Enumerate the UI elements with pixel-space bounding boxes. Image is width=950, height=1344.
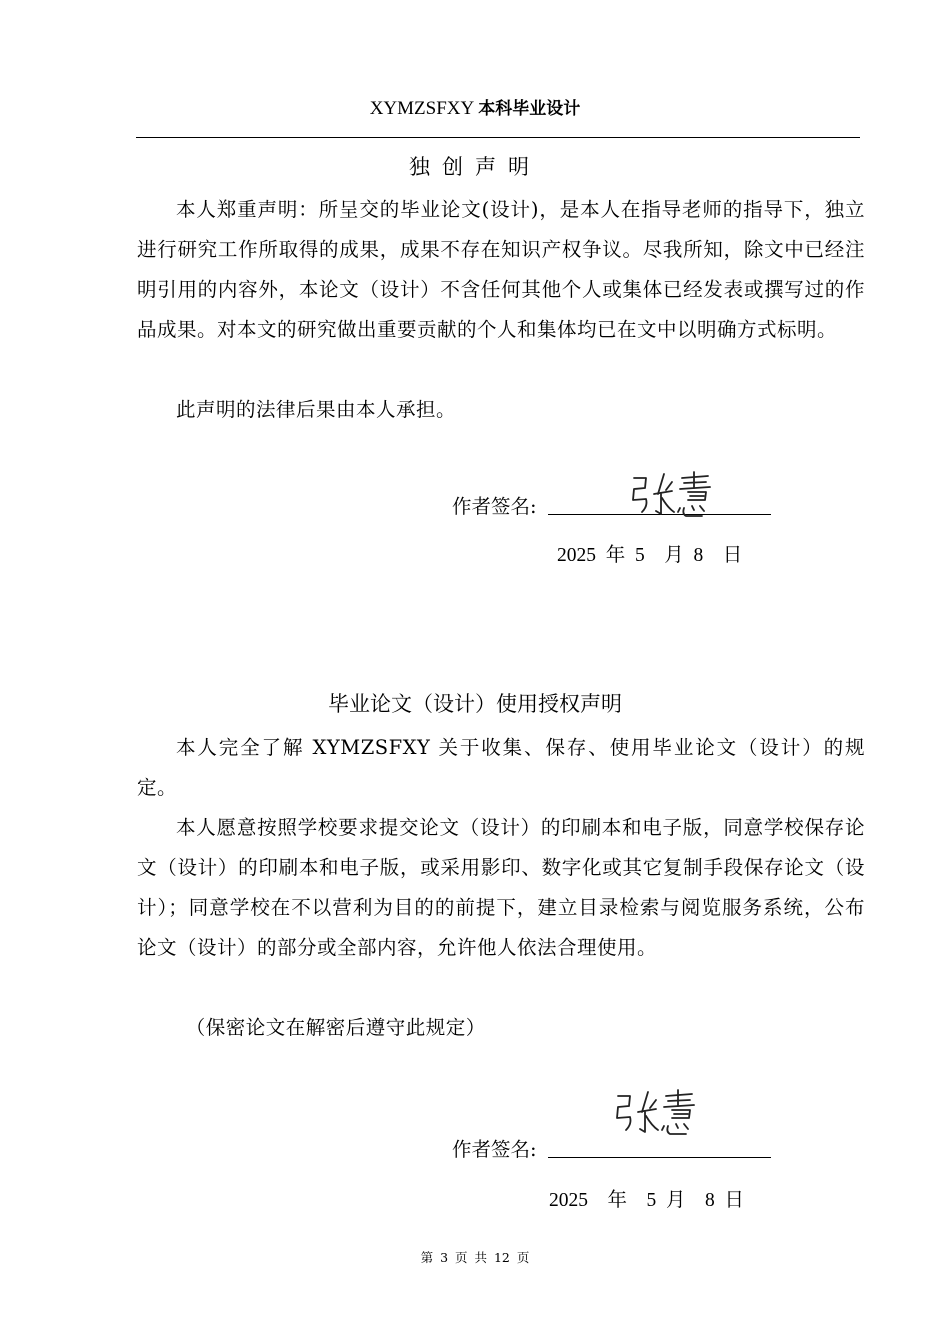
authorization-paragraph-1: 本人完全了解 XYMZSFXY 关于收集、保存、使用毕业论文（设计）的规定。	[137, 736, 865, 799]
originality-paragraph-2: 此声明的法律后果由本人承担。	[176, 398, 457, 421]
authorization-handwritten-signature	[612, 1086, 704, 1142]
authorization-signature-line	[548, 1157, 771, 1158]
originality-paragraph-1: 本人郑重声明：所呈交的毕业论文(设计)，是本人在指导老师的指导下，独立进行研究工作所取得的成果，成果不存在知识产权争议。尽我所知，除文中已经注明引用的内容外，本论文（设计）不含任何其他个人或集体已经发表或撰写过的作品成果。对本文的研究做出重要贡献的个人和集体均已在文中以明确方式标明。	[137, 198, 865, 341]
authorization-date: 2025 年 5 月 8 日	[549, 1190, 745, 1211]
authorization-title: 毕业论文（设计）使用授权声明	[328, 692, 622, 716]
page-header	[0, 94, 950, 120]
header-subtitle: 本科毕业设计	[478, 99, 581, 119]
originality-date: 2025 年 5 月 8 日	[557, 545, 743, 566]
header-divider	[136, 137, 860, 138]
authorization-paragraph-2: 本人愿意按照学校要求提交论文（设计）的印刷本和电子版，同意学校保存论文（设计）的印刷本和电子版，或采用影印、数字化或其它复制手段保存论文（设计）；同意学校在不以营利为目的的前提下，建立目录检索与阅览服务系统，公布论文（设计）的部分或全部内容，允许他人依法合理使用。	[137, 816, 865, 959]
authorization-paragraph-3: （保密论文在解密后遵守此规定）	[185, 1016, 486, 1039]
originality-signature-label: 作者签名:	[452, 495, 537, 518]
originality-title: 独创声明	[409, 155, 541, 179]
page-footer: 第 3 页 共 12 页	[420, 1250, 530, 1265]
originality-handwritten-signature	[628, 468, 720, 524]
header-code: XYMZSFXY	[369, 98, 474, 119]
authorization-signature-label: 作者签名:	[452, 1138, 537, 1161]
